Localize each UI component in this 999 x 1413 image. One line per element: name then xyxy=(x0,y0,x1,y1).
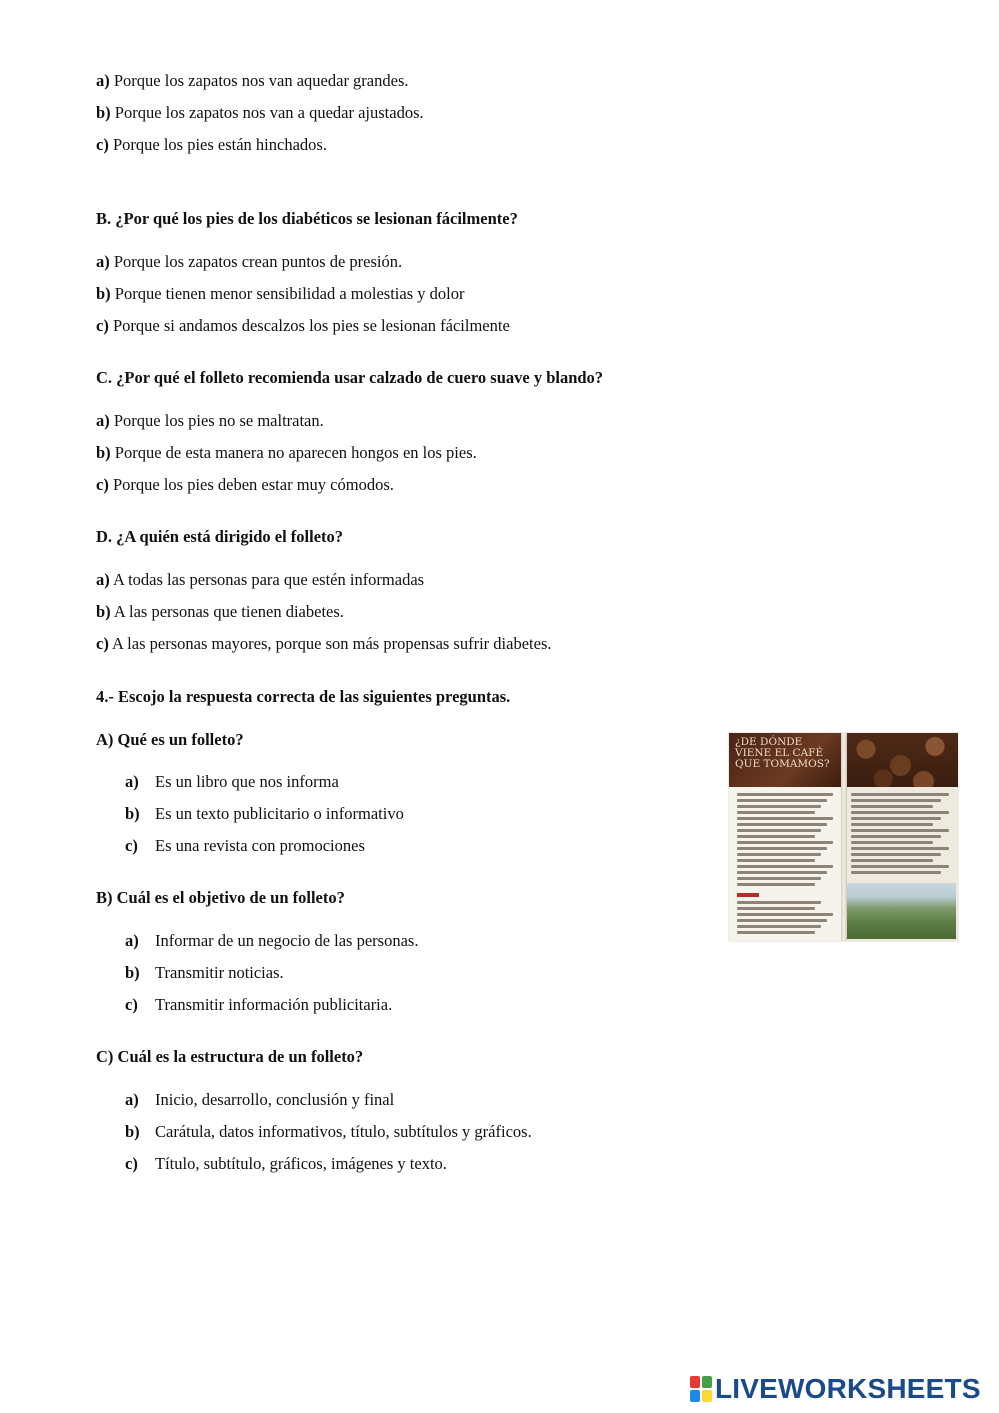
brochure-text-line xyxy=(851,793,949,796)
q4c-option-a: a) Inicio, desarrollo, conclusión y final xyxy=(125,1090,395,1109)
q3b-option-c: c) Porque si andamos descalzos los pies se lesionan fácilmente xyxy=(96,316,510,335)
brochure-title: ¿DE DÓNDE VIENE EL CAFÉ QUE TOMAMOS? xyxy=(735,736,830,770)
q4c-question: C) Cuál es la estructura de un folleto? xyxy=(96,1047,364,1066)
q3b-option-b: b) Porque tienen menor sensibilidad a molestias y dolor xyxy=(96,284,465,303)
q4b-question: B) Cuál es el objetivo de un folleto? xyxy=(96,888,345,907)
brochure-text-line xyxy=(737,805,821,808)
brochure-text-line xyxy=(851,871,941,874)
q3a-option-c: c) Porque los pies están hinchados. xyxy=(96,135,327,154)
logo-text: LIVEWORKSHEETS xyxy=(715,1373,981,1404)
brochure-text-line xyxy=(737,799,827,802)
brochure-text-line xyxy=(737,919,827,922)
liveworksheets-logo xyxy=(690,1372,981,1406)
brochure-text-line xyxy=(737,859,815,862)
q3b-question: B. ¿Por qué los pies de los diabéticos se lesionan fácilmente? xyxy=(96,209,518,228)
brochure-text-line xyxy=(737,829,821,832)
brochure-text-line xyxy=(851,835,941,838)
brochure-text-line xyxy=(737,817,833,820)
brochure-text-line xyxy=(737,913,833,916)
brochure-text-line xyxy=(737,823,827,826)
coffee-plantation-photo xyxy=(847,883,956,939)
brochure-text-line xyxy=(737,811,815,814)
brochure-text-line xyxy=(737,901,821,904)
q3c-question: C. ¿Por qué el folleto recomienda usar calzado de cuero suave y blando? xyxy=(96,368,604,387)
brochure-text-line xyxy=(737,793,833,796)
coffee-beans-photo xyxy=(843,733,958,787)
q4a-option-b: b) Es un texto publicitario o informativo xyxy=(125,804,404,823)
q4c-option-b: b) Carátula, datos informativos, título, subtítulos y gráficos. xyxy=(125,1122,532,1141)
q3d-option-a: a) A todas las personas para que estén informadas xyxy=(96,570,425,589)
q3a-option-b: b) Porque los zapatos nos van a quedar ajustados. xyxy=(96,103,424,122)
brochure-text-line xyxy=(851,817,941,820)
brochure-text-line xyxy=(851,841,933,844)
brochure-text-line xyxy=(851,853,941,856)
q4c-option-c: c) Título, subtítulo, gráficos, imágenes y texto. xyxy=(125,1154,447,1173)
logo-icon xyxy=(690,1376,712,1402)
q3c-option-b: b) Porque de esta manera no aparecen hongos en los pies. xyxy=(96,443,477,462)
q4b-option-c: c) Transmitir información publicitaria. xyxy=(125,995,393,1014)
q3b-option-a: a) Porque los zapatos crean puntos de presión. xyxy=(96,252,403,271)
brochure-text-line xyxy=(737,931,815,934)
brochure-text-line xyxy=(737,877,821,880)
brochure-text-line xyxy=(737,925,821,928)
q4b-option-a: a) Informar de un negocio de las personas. xyxy=(125,931,419,950)
brochure-text-line xyxy=(851,865,949,868)
brochure-text-line xyxy=(737,841,833,844)
q4a-option-a: a) Es un libro que nos informa xyxy=(125,772,339,791)
q3a-option-a: a) Porque los zapatos nos van aquedar grandes. xyxy=(96,71,409,90)
q3d-question: D. ¿A quién está dirigido el folleto? xyxy=(96,527,344,546)
brochure-text-line xyxy=(737,835,815,838)
brochure-text-line xyxy=(851,823,933,826)
brochure-subtitle-mark xyxy=(737,893,759,897)
brochure-text-line xyxy=(851,859,933,862)
brochure-text-line xyxy=(851,799,941,802)
brochure-text-line xyxy=(737,907,815,910)
q3c-option-a: a) Porque los pies no se maltratan. xyxy=(96,411,324,430)
brochure-text-line xyxy=(737,871,827,874)
q4a-option-c: c) Es una revista con promociones xyxy=(125,836,365,855)
q3d-option-c: c) A las personas mayores, porque son más propensas sufrir diabetes. xyxy=(96,634,552,653)
q4a-question: A) Qué es un folleto? xyxy=(96,730,244,749)
brochure-text-line xyxy=(851,829,949,832)
q3c-option-c: c) Porque los pies deben estar muy cómodos. xyxy=(96,475,394,494)
brochure-text-line xyxy=(737,853,821,856)
brochure-text-line xyxy=(851,805,933,808)
q4b-option-b: b) Transmitir noticias. xyxy=(125,963,284,982)
brochure-text-line xyxy=(737,847,827,850)
brochure-text-line xyxy=(737,865,833,868)
q3d-option-b: b) A las personas que tienen diabetes. xyxy=(96,602,344,621)
brochure-image xyxy=(729,733,958,941)
brochure-text-line xyxy=(851,847,949,850)
brochure-header xyxy=(729,733,843,787)
brochure-text-line xyxy=(851,811,949,814)
section4-heading: 4.- Escojo la respuesta correcta de las siguientes preguntas. xyxy=(96,687,511,706)
brochure-text-line xyxy=(737,883,815,886)
